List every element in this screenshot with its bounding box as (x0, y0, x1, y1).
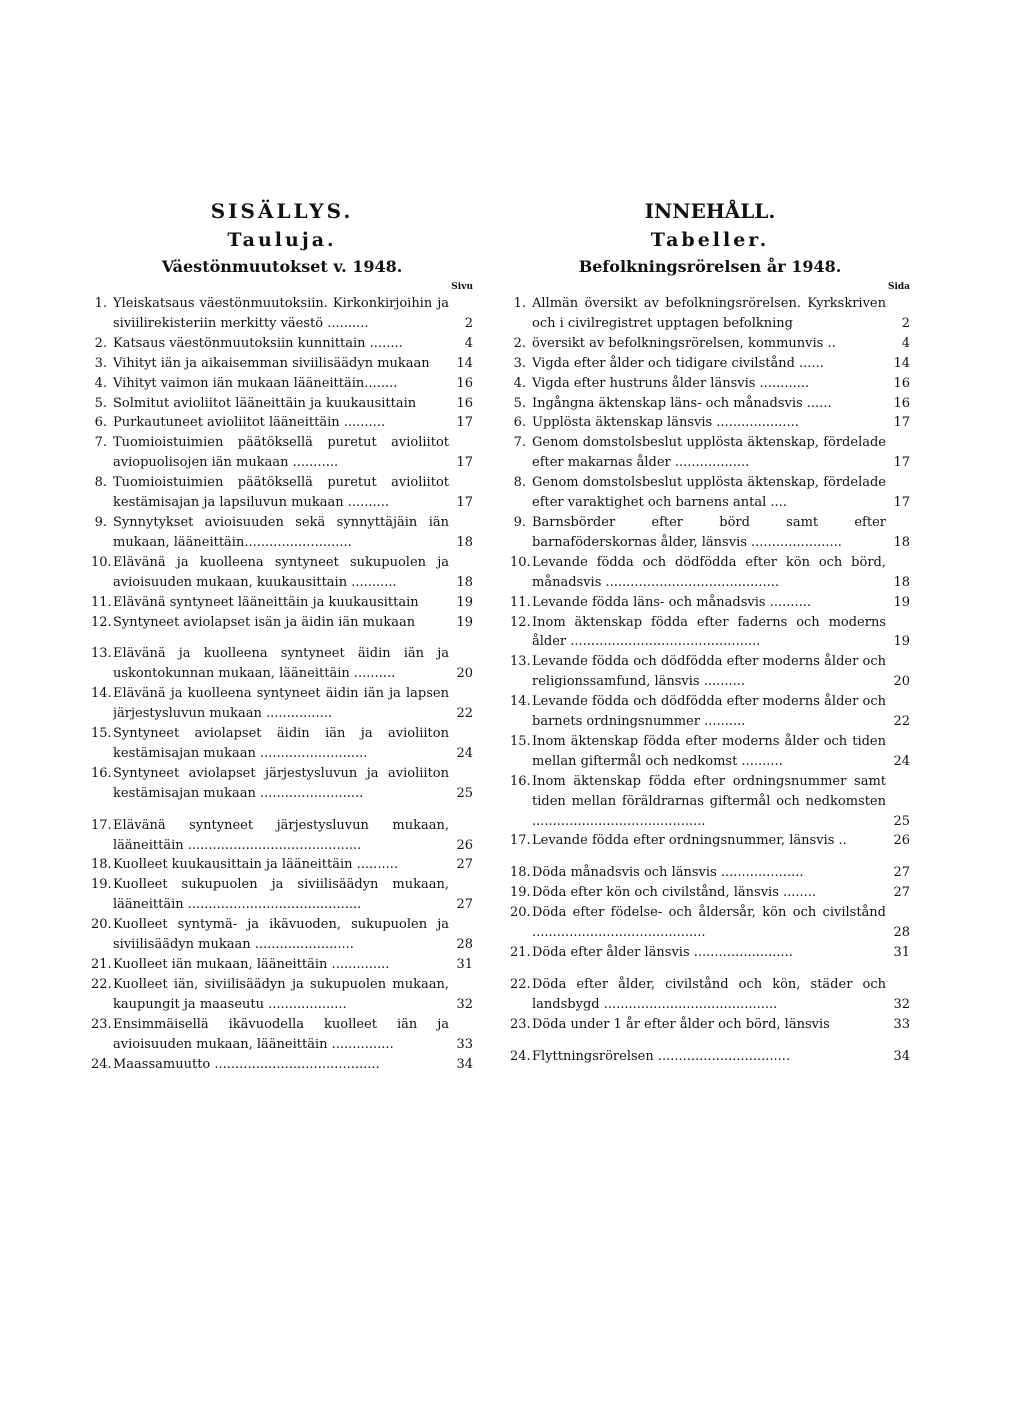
entry-page-number: 26 (456, 837, 473, 853)
entry-number: 23. (91, 1016, 112, 1032)
entry-number: 7. (513, 435, 526, 451)
toc-entry (510, 354, 910, 374)
entry-number: 24. (510, 1048, 531, 1064)
entry-page-number: 2 (464, 315, 473, 331)
entry-title: Syntyneet aviolapset isän ja äidin iän mukaan (113, 614, 416, 630)
entry-title: Kuolleet iän, siviilisäädyn ja sukupuolen mukaan, kaupungit ja maaseutu ................... (113, 976, 449, 1012)
toc-entry (510, 772, 910, 832)
toc-entry (91, 875, 473, 915)
toc-entry (510, 975, 910, 1015)
swedish-section-title: Befolkningsrörelsen år 1948. (578, 257, 842, 276)
toc-entry (510, 593, 910, 613)
toc-entry (91, 354, 473, 374)
entry-title: Syntyneet aviolapset äidin iän ja avioliiton kestämisajan mukaan .......................... (113, 726, 449, 761)
entry-title: Inom äktenskap födda efter moderns ålder och tiden mellan giftermål och nedkomst .......... (532, 733, 886, 769)
entry-page-number: 27 (893, 865, 910, 881)
entry-title: Döda efter födelse- och åldersår, kön och civilstånd .......................................... (532, 905, 886, 941)
toc-entry (91, 334, 473, 354)
toc-entry (91, 513, 473, 553)
toc-entry (510, 294, 910, 334)
entry-number: 23. (510, 1016, 531, 1032)
entry-title: Levande födda efter ordningsnummer, länsvis .. (532, 833, 847, 849)
entry-number: 3. (513, 355, 526, 371)
finnish-contents-column (91, 196, 473, 1074)
entry-title: Katsaus väestönmuutoksiin kunnittain ........ (113, 335, 403, 351)
entry-page-number: 20 (456, 666, 473, 682)
entry-title: Levande födda och dödfödda efter moderns ålder och religionssamfund, länsvis .......... (532, 654, 886, 690)
entry-number: 17. (510, 833, 531, 849)
entry-number: 6. (94, 415, 107, 431)
entry-number: 14. (510, 694, 531, 710)
toc-entry (91, 684, 473, 724)
entry-number: 21. (510, 945, 531, 960)
entry-title: Elävänä syntyneet lääneittäin ja kuukausittain (113, 594, 419, 610)
toc-entry (91, 724, 473, 764)
entry-page-number: 25 (456, 785, 473, 801)
entry-title: Kuolleet kuukausittain ja lääneittäin .......... (113, 857, 398, 873)
toc-entry (91, 374, 473, 394)
entry-page-number: 18 (456, 534, 473, 550)
entry-number: 13. (91, 646, 112, 662)
toc-entry (510, 553, 910, 593)
entry-number: 17. (91, 817, 112, 833)
toc-entry (510, 903, 910, 943)
entry-page-number: 31 (893, 945, 910, 960)
toc-entry (510, 334, 910, 354)
entry-title: Elävänä syntyneet järjestysluvun mukaan, lääneittäin .......................................... (113, 817, 449, 853)
entry-page-number: 17 (456, 415, 473, 431)
entry-title: Vigda efter hustruns ålder länsvis ............ (532, 375, 810, 391)
entry-page-number: 17 (893, 455, 910, 471)
entry-page-number: 28 (456, 937, 473, 953)
entry-page-number: 4 (464, 335, 473, 351)
entry-number: 19. (510, 885, 531, 901)
entry-page-number: 34 (456, 1056, 473, 1072)
entry-title: Döda under 1 år efter ålder och börd, länsvis (532, 1016, 830, 1032)
entry-title: Syntyneet aviolapset järjestysluvun ja avioliiton kestämisajan mukaan ......................... (113, 765, 449, 801)
entry-title: Vihityt iän ja aikaisemman siviilisäädyn mukaan (113, 355, 430, 371)
entry-number: 5. (513, 395, 526, 411)
entry-number: 22. (510, 976, 531, 992)
entry-number: 12. (91, 614, 112, 630)
entry-title: Allmän översikt av befolkningsrörelsen. Kyrkskriven och i civilregistret upptagen befolkning (532, 296, 886, 331)
entry-number: 8. (513, 475, 526, 491)
entry-page-number: 27 (456, 897, 473, 913)
toc-entry (510, 394, 910, 414)
entry-number: 12. (510, 614, 531, 630)
toc-entry (91, 613, 473, 633)
entry-title: Döda efter ålder länsvis ........................ (532, 945, 793, 960)
entry-title: Barnsbörder efter börd samt efter barnaföderskornas ålder, länsvis ...................... (532, 514, 886, 550)
entry-title: Elävänä ja kuolleena syntyneet sukupuolen ja avioisuuden mukaan, kuukausittain ........... (113, 554, 449, 590)
toc-entry (91, 975, 473, 1015)
entry-page-number: 27 (893, 885, 910, 901)
entry-title: Maassamuutto ........................................ (113, 1056, 380, 1072)
toc-entry (510, 613, 910, 653)
finnish-subheading: Tauluja. (227, 229, 337, 251)
toc-entry (91, 1055, 473, 1075)
entry-number: 1. (513, 296, 526, 311)
entry-number: 16. (91, 765, 112, 781)
toc-entry (510, 831, 910, 851)
entry-page-number: 19 (893, 634, 910, 650)
entry-page-number: 16 (456, 375, 473, 391)
entry-page-number: 19 (456, 614, 473, 630)
entry-number: 16. (510, 773, 531, 789)
entry-title: Flyttningsrörelsen ................................ (532, 1048, 791, 1064)
entry-page-number: 17 (456, 495, 473, 511)
finnish-entry-list (91, 294, 473, 1074)
entry-page-number: 28 (893, 925, 910, 941)
toc-entry (91, 955, 473, 975)
entry-page-number: 24 (893, 753, 910, 769)
entry-title: Genom domstolsbeslut upplösta äktenskap, fördelade efter varaktighet och barnens antal .... (532, 475, 886, 511)
entry-title: Kuolleet syntymä- ja ikävuoden, sukupuolen ja siviilisäädyn mukaan ........................ (113, 917, 449, 953)
entry-number: 2. (513, 335, 526, 351)
entry-title: Synnytykset avioisuuden sekä synnyttäjäin iän mukaan, lääneittäin.......................... (113, 514, 449, 550)
entry-number: 14. (91, 686, 112, 702)
entry-page-number: 18 (456, 574, 473, 590)
entry-page-number: 22 (456, 706, 473, 722)
toc-entry (91, 394, 473, 414)
entry-number: 24. (91, 1056, 112, 1072)
toc-entry (510, 374, 910, 394)
swedish-page-label: Sida (887, 282, 910, 292)
entry-page-number: 17 (893, 495, 910, 511)
entry-title: Levande födda och dödfödda efter kön och börd, månadsvis .......................................... (532, 554, 886, 590)
entry-title: Elävänä ja kuolleena syntyneet äidin iän ja lapsen järjestysluvun mukaan ................ (113, 686, 449, 722)
entry-title: Vihityt vaimon iän mukaan lääneittäin........ (113, 375, 398, 391)
entry-title: Elävänä ja kuolleena syntyneet äidin iän ja uskontokunnan mukaan, lääneittäin .......... (113, 646, 449, 682)
entry-title: Ingångna äktenskap läns- och månadsvis ...... (532, 395, 832, 411)
entry-number: 8. (94, 475, 107, 491)
entry-number: 5. (94, 395, 107, 411)
toc-entry (91, 1015, 473, 1055)
entry-title: Purkautuneet avioliitot lääneittäin .......... (113, 415, 386, 431)
entry-page-number: 14 (456, 355, 473, 371)
entry-number: 13. (510, 654, 531, 670)
entry-page-number: 16 (893, 395, 910, 411)
entry-page-number: 18 (893, 534, 910, 550)
entry-number: 19. (91, 877, 112, 893)
toc-entry (91, 294, 473, 334)
entry-number: 6. (513, 415, 526, 431)
toc-entry (91, 593, 473, 613)
entry-number: 4. (513, 375, 526, 391)
entry-title: Levande födda och dödfödda efter moderns ålder och barnets ordningsnummer .......... (532, 694, 886, 730)
toc-entry (91, 816, 473, 856)
entry-page-number: 16 (893, 375, 910, 391)
entry-page-number: 4 (901, 335, 910, 351)
entry-title: Solmitut avioliitot lääneittäin ja kuukausittain (113, 395, 417, 411)
entry-page-number: 33 (456, 1036, 473, 1052)
entry-page-number: 22 (893, 714, 910, 730)
entry-title: Döda månadsvis och länsvis .................... (532, 865, 804, 881)
entry-page-number: 24 (456, 745, 473, 761)
entry-page-number: 19 (456, 594, 473, 610)
entry-page-number: 17 (893, 415, 910, 431)
entry-number: 11. (91, 594, 112, 610)
toc-entry (510, 473, 910, 513)
toc-entry (510, 1015, 910, 1035)
entry-title: Yleiskatsaus väestönmuutoksiin. Kirkonkirjoihin ja siviilirekisteriin merkitty väestö .......... (113, 296, 449, 331)
toc-entry (510, 943, 910, 963)
entry-title: Tuomioistuimien päätöksellä puretut avioliitot aviopuolisojen iän mukaan ........... (113, 435, 449, 471)
entry-number: 7. (94, 435, 107, 451)
entry-number: 15. (510, 733, 531, 749)
toc-entry (510, 1047, 910, 1067)
toc-entry (510, 413, 910, 433)
finnish-section-title: Väestönmuutokset v. 1948. (161, 257, 403, 276)
finnish-heading: SISÄLLYS. (210, 199, 354, 223)
entry-page-number: 18 (893, 574, 910, 590)
entry-title: Upplösta äktenskap länsvis .................... (532, 415, 799, 431)
entry-number: 18. (510, 865, 531, 881)
entry-title: Kuolleet iän mukaan, lääneittäin .............. (113, 957, 390, 972)
entry-number: 10. (91, 554, 112, 570)
entry-title: Döda efter kön och civilstånd, länsvis ........ (532, 885, 817, 901)
entry-page-number: 32 (893, 996, 910, 1012)
toc-entry (510, 863, 910, 883)
entry-page-number: 34 (893, 1048, 910, 1064)
entry-page-number: 16 (456, 395, 473, 411)
entry-number: 3. (94, 355, 107, 371)
entry-page-number: 27 (456, 857, 473, 873)
entry-page-number: 26 (893, 833, 910, 849)
entry-title: Tuomioistuimien päätöksellä puretut avioliitot kestämisajan ja lapsiluvun mukaan .......... (113, 475, 449, 511)
toc-entry (510, 513, 910, 553)
entry-title: översikt av befolkningsrörelsen, kommunvis .. (532, 335, 836, 351)
toc-entry (91, 764, 473, 804)
swedish-subheading: Tabeller. (650, 229, 770, 251)
entry-page-number: 25 (893, 813, 910, 829)
entry-number: 1. (94, 296, 107, 311)
entry-number: 2. (94, 335, 107, 351)
entry-title: Inom äktenskap födda efter faderns och moderns ålder .............................................. (532, 614, 886, 650)
entry-number: 11. (510, 594, 531, 610)
swedish-heading: INNEHÅLL. (644, 199, 776, 223)
finnish-page-label: Sivu (451, 282, 473, 292)
toc-entry (510, 652, 910, 692)
swedish-entry-list (510, 294, 910, 1067)
toc-entry (91, 644, 473, 684)
toc-entry (91, 855, 473, 875)
entry-number: 9. (94, 514, 107, 530)
toc-entry (510, 692, 910, 732)
entry-page-number: 2 (901, 315, 910, 331)
entry-page-number: 19 (893, 594, 910, 610)
entry-page-number: 17 (456, 455, 473, 471)
entry-number: 21. (91, 957, 112, 972)
swedish-contents-column (510, 196, 910, 1067)
toc-entry (91, 553, 473, 593)
entry-page-number: 31 (456, 957, 473, 972)
entry-number: 9. (513, 514, 526, 530)
entry-number: 20. (91, 917, 112, 933)
toc-entry (91, 413, 473, 433)
entry-title: Genom domstolsbeslut upplösta äktenskap, fördelade efter makarnas ålder .................. (532, 435, 886, 471)
entry-title: Kuolleet sukupuolen ja siviilisäädyn mukaan, lääneittäin .......................................... (113, 877, 449, 913)
entry-page-number: 32 (456, 996, 473, 1012)
entry-page-number: 14 (893, 355, 910, 371)
entry-number: 18. (91, 857, 112, 873)
entry-title: Ensimmäisellä ikävuodella kuolleet iän ja avioisuuden mukaan, lääneittäin ............... (113, 1016, 449, 1052)
toc-entry (510, 433, 910, 473)
entry-title: Levande födda läns- och månadsvis .......... (532, 594, 812, 610)
toc-entry (510, 732, 910, 772)
toc-entry (91, 433, 473, 473)
entry-number: 22. (91, 976, 112, 992)
entry-page-number: 20 (893, 674, 910, 690)
toc-entry (91, 915, 473, 955)
entry-title: Döda efter ålder, civilstånd och kön, städer och landsbygd .......................................... (532, 976, 886, 1012)
entry-title: Vigda efter ålder och tidigare civilstånd ...... (532, 355, 824, 371)
entry-number: 20. (510, 905, 531, 921)
entry-title: Inom äktenskap födda efter ordningsnummer samt tiden mellan föräldrarnas giftermål och nedkomsten .......................................... (532, 773, 886, 829)
entry-page-number: 33 (893, 1016, 910, 1032)
entry-number: 4. (94, 375, 107, 391)
toc-entry (91, 473, 473, 513)
entry-number: 10. (510, 554, 531, 570)
entry-number: 15. (91, 726, 112, 742)
toc-entry (510, 883, 910, 903)
